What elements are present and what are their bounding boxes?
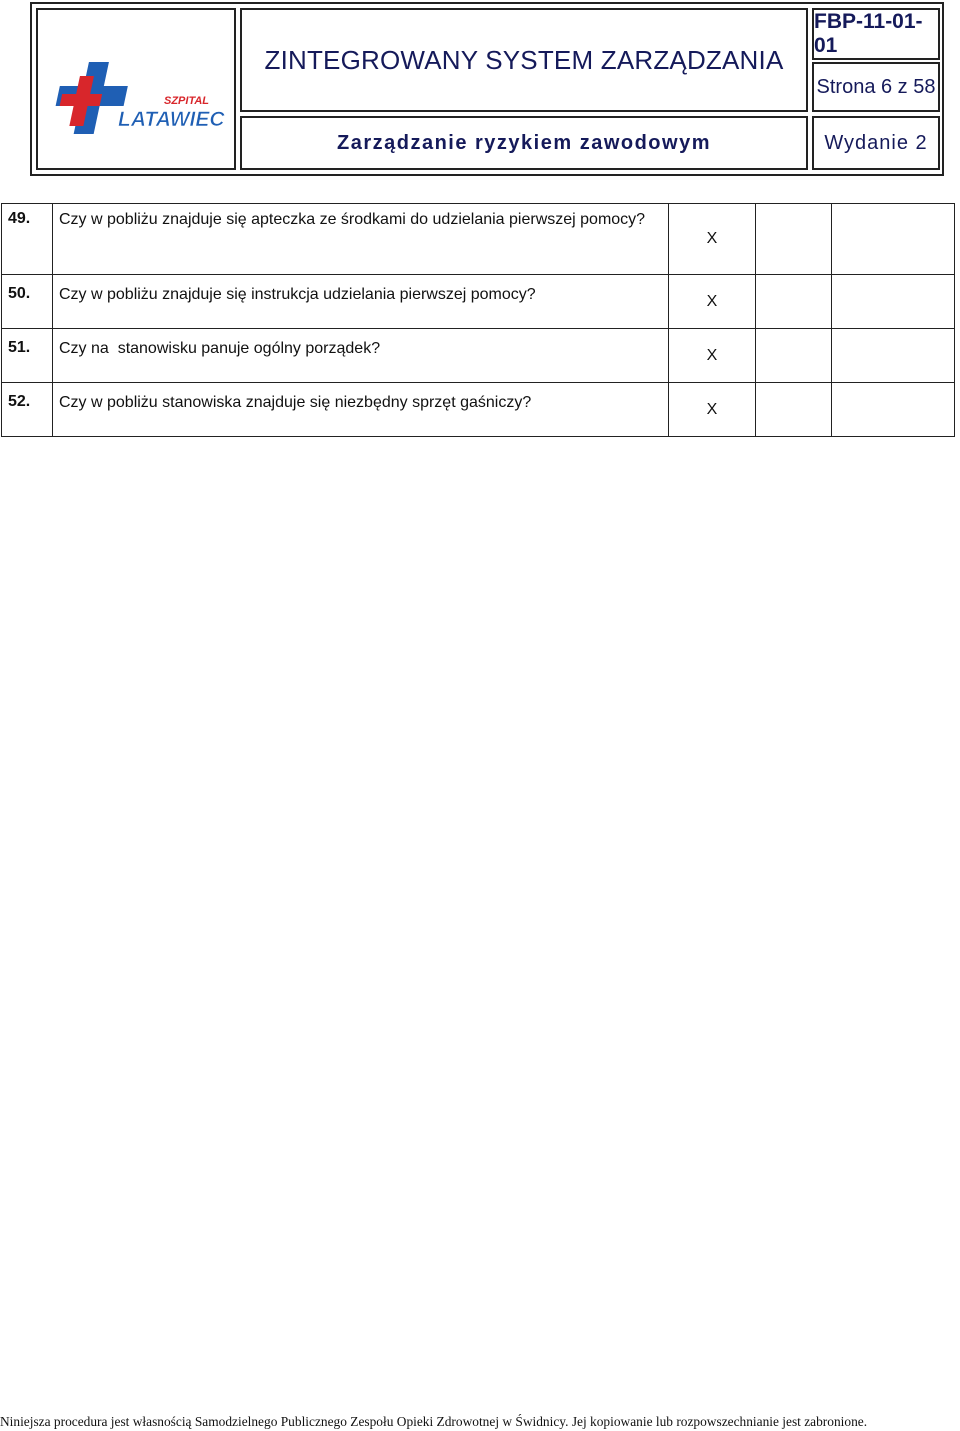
empty-cell (832, 204, 955, 275)
hospital-logo (38, 10, 234, 168)
document-subject: Zarządzanie ryzykiem zawodowym (240, 116, 808, 170)
table-row (2, 275, 955, 329)
document-header (30, 2, 944, 176)
empty-cell (756, 383, 832, 437)
row-number: 50. (2, 275, 53, 329)
empty-cell (832, 329, 955, 383)
table-row (2, 383, 955, 437)
row-mark: X (669, 275, 756, 329)
row-mark: X (669, 383, 756, 437)
empty-cell (832, 275, 955, 329)
row-number: 49. (2, 204, 53, 275)
checklist-table (1, 203, 955, 437)
row-mark: X (669, 329, 756, 383)
svg-text:SZPITAL: SZPITAL (164, 95, 210, 107)
document-code: FBP-11-01-01 (812, 8, 940, 60)
row-number: 51. (2, 329, 53, 383)
logo-cell (36, 8, 236, 170)
row-question: Czy w pobliżu stanowiska znajduje się niezbędny sprzęt gaśniczy? (53, 383, 669, 437)
svg-text:LATAWIEC: LATAWIEC (118, 108, 225, 131)
row-mark: X (669, 204, 756, 275)
empty-cell (756, 329, 832, 383)
footer-notice: Niniejsza procedura jest własnością Samodzielnego Publicznego Zespołu Opieki Zdrowotnej w Świdnicy. Jej kopiowanie lub rozpowszechnianie jest zabronione. (0, 1414, 868, 1429)
table-row (2, 329, 955, 383)
row-number: 52. (2, 383, 53, 437)
page-number: Strona 6 z 58 (812, 62, 940, 112)
row-question: Czy na stanowisku panuje ogólny porządek? (53, 329, 669, 383)
empty-cell (756, 204, 832, 275)
table-row (2, 204, 955, 275)
empty-cell (756, 275, 832, 329)
row-question: Czy w pobliżu znajduje się apteczka ze środkami do udzielania pierwszej pomocy? (53, 204, 669, 275)
system-title: ZINTEGROWANY SYSTEM ZARZĄDZANIA (240, 8, 808, 112)
edition: Wydanie 2 (812, 116, 940, 170)
row-question: Czy w pobliżu znajduje się instrukcja udzielania pierwszej pomocy? (53, 275, 669, 329)
empty-cell (832, 383, 955, 437)
